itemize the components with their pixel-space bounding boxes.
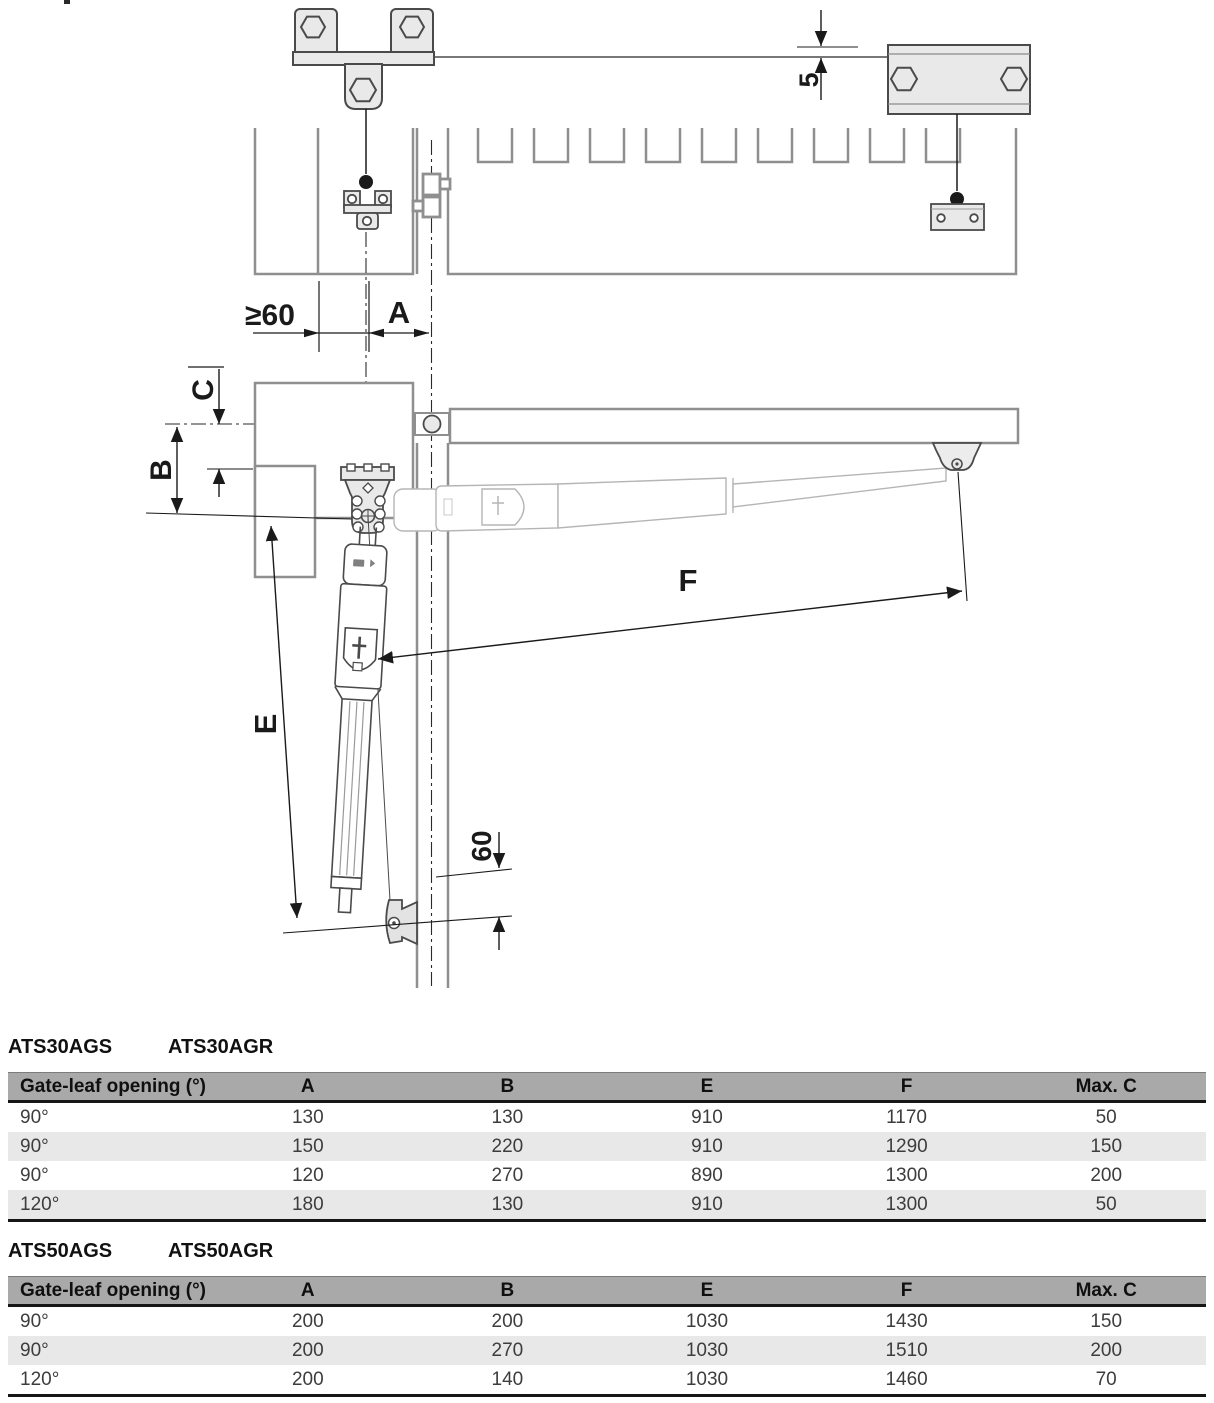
table-row (8, 1102, 1206, 1133)
cell: 50 (1095, 1193, 1117, 1215)
dim-label-b: B (145, 459, 178, 481)
plan-view-wall-and-gate (255, 128, 1016, 274)
brand-mark (353, 559, 364, 567)
cell: 90° (20, 1106, 49, 1128)
cell: 1510 (885, 1339, 928, 1361)
hex-bolt-icon (1001, 68, 1027, 91)
cell: 270 (491, 1339, 524, 1361)
table-header-row (8, 1073, 1206, 1102)
model-name: ATS50AGR (168, 1240, 274, 1262)
cell: 890 (691, 1164, 723, 1186)
col-header: A (208, 1277, 408, 1306)
cell: 1030 (685, 1310, 729, 1332)
cell: 910 (691, 1135, 723, 1157)
cell: 1030 (685, 1339, 729, 1361)
col-header: E (607, 1277, 807, 1306)
spec-table-ats50 (8, 1276, 1206, 1397)
cell: 90° (20, 1310, 49, 1332)
table-row (8, 1161, 1206, 1190)
col-header: B (408, 1277, 608, 1306)
table-row (8, 1190, 1206, 1221)
table-row (8, 1365, 1206, 1396)
gate-pickets (478, 128, 960, 162)
cell: 70 (1095, 1368, 1117, 1390)
cell: 270 (491, 1164, 524, 1186)
cell: 220 (491, 1135, 524, 1157)
front-plate-hardware-detail (888, 45, 1030, 114)
cell: 150 (1090, 1135, 1123, 1157)
cell: 1030 (685, 1368, 729, 1390)
cell: 50 (1095, 1106, 1117, 1128)
spec-table-ats30 (8, 1072, 1206, 1222)
actuator-open-ghost (394, 468, 946, 531)
cell: 200 (291, 1339, 324, 1361)
cell: 120° (20, 1193, 60, 1215)
hex-bolt-icon (350, 79, 376, 102)
cell: 1300 (885, 1193, 928, 1215)
cell: 150 (1090, 1310, 1123, 1332)
dim-label-f: F (678, 563, 698, 598)
cell: 120 (291, 1164, 324, 1186)
right-extension-line (958, 472, 967, 601)
cell: 140 (491, 1368, 524, 1390)
cell: 200 (491, 1310, 524, 1332)
dimension-ge60-A (245, 281, 429, 352)
cell: 1430 (885, 1310, 928, 1332)
foot-bracket (386, 900, 417, 944)
cell: 130 (291, 1106, 324, 1128)
cell: 130 (491, 1106, 524, 1128)
cell: 910 (691, 1106, 723, 1128)
col-header: Gate-leaf opening (°) (8, 1277, 208, 1306)
table-row (8, 1306, 1206, 1337)
gate-latch-plate-small (931, 204, 984, 230)
dim-label-e: E (248, 713, 283, 735)
table-row (8, 1132, 1206, 1161)
hex-bolt-icon (400, 17, 424, 38)
table-row (8, 1336, 1206, 1365)
rear-bracket-hardware-detail (293, 9, 434, 109)
dim-label-c: C (187, 379, 220, 401)
col-header: B (408, 1073, 608, 1102)
model-name: ATS50AGS (8, 1240, 113, 1262)
dim-label-ge60: ≥60 (245, 299, 295, 332)
cell: 130 (491, 1193, 524, 1215)
model-name: ATS30AGS (8, 1036, 113, 1058)
dimension-B (145, 427, 178, 513)
dim-label-a: A (387, 295, 411, 330)
col-header: A (208, 1073, 408, 1102)
hinge-pivot-icon (424, 416, 441, 433)
cell: 1170 (886, 1106, 927, 1128)
cell: 200 (291, 1310, 324, 1332)
col-header: Gate-leaf opening (°) (8, 1073, 208, 1102)
cell: 910 (691, 1193, 723, 1215)
cell: 200 (1090, 1339, 1123, 1361)
col-header: E (607, 1073, 807, 1102)
cell: 90° (20, 1164, 49, 1186)
cell: 180 (291, 1193, 324, 1215)
cell: 1300 (885, 1164, 928, 1186)
hex-bolt-icon (891, 68, 917, 91)
col-header-f: F (807, 1277, 1007, 1306)
table-header-row (8, 1277, 1206, 1306)
model-heading-ats50 (0, 1240, 1206, 1266)
col-header: Max. C (1006, 1277, 1206, 1306)
cell: 1290 (885, 1135, 928, 1157)
gate-mounting-plate-small (344, 191, 391, 229)
cell: 200 (291, 1368, 324, 1390)
hex-bolt-icon (301, 17, 325, 38)
gate-beam (450, 409, 1018, 443)
cell: 150 (291, 1135, 324, 1157)
motor-head (343, 544, 387, 586)
col-header-f: F (807, 1073, 1007, 1102)
cell: 90° (20, 1339, 49, 1361)
dimension-C (187, 367, 253, 497)
cell: 1460 (885, 1368, 928, 1390)
dimension-5 (794, 10, 824, 100)
cell: 90° (20, 1135, 49, 1157)
plan-hinge (413, 174, 450, 217)
crop-artifact (64, 0, 70, 4)
dim-label-5: 5 (794, 72, 824, 88)
cell: 120° (20, 1368, 60, 1390)
cell: 200 (1090, 1164, 1123, 1186)
dim-label-60: 60 (466, 830, 497, 862)
actuator-rod (338, 888, 351, 913)
front-bracket (933, 443, 981, 470)
model-heading-ats30 (0, 1036, 1206, 1062)
col-header: Max. C (1006, 1073, 1206, 1102)
model-name: ATS30AGR (168, 1036, 274, 1058)
leader-dot (359, 175, 373, 189)
